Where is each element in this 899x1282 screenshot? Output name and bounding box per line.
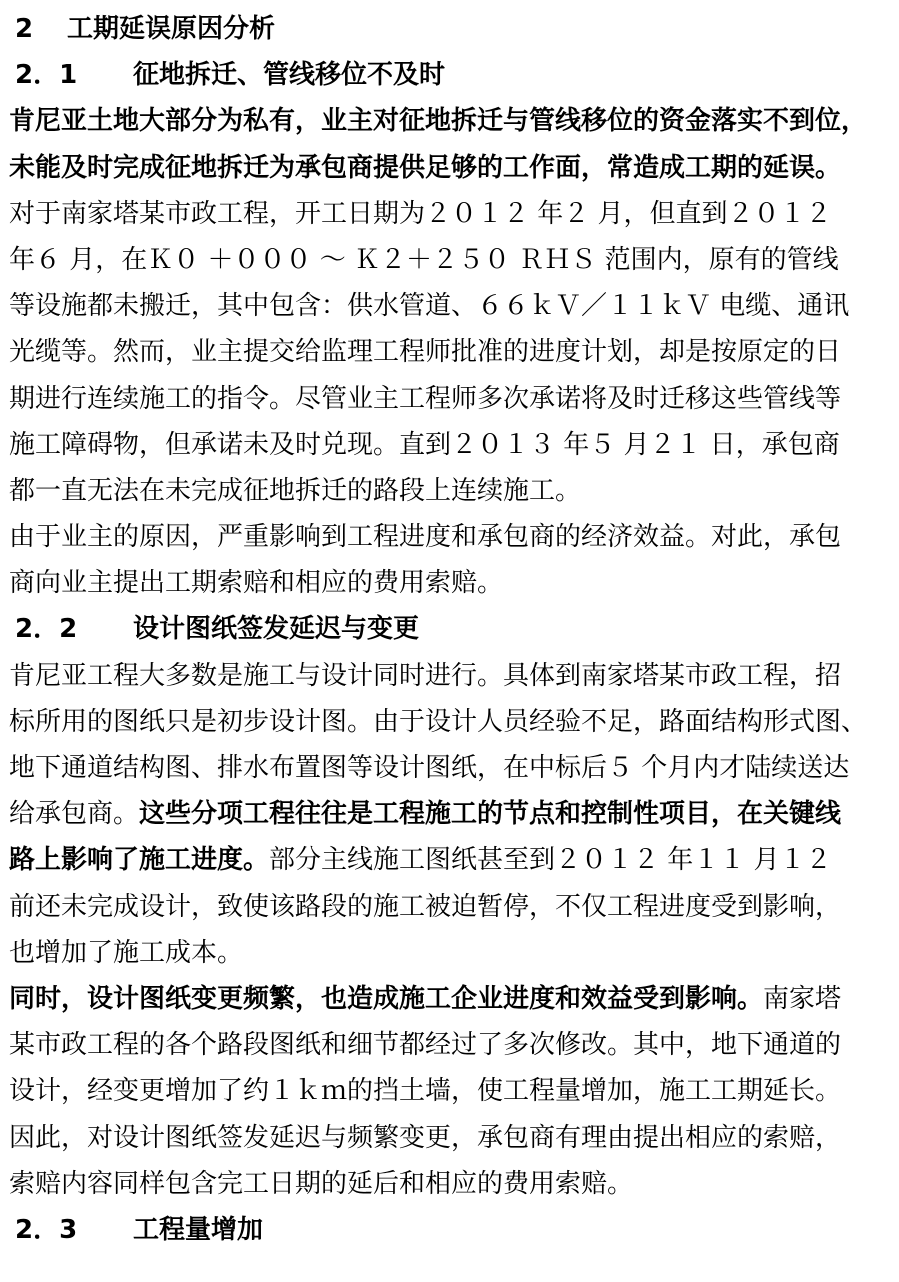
paragraph-line: 肯尼亚土地大部分为私有，业主对征地拆迁与管线移位的资金落实不到位，: [9, 106, 868, 137]
paragraph-line: 等设施都未搬迁，其中包含：供水管道、６６ｋＶ／１１ｋＶ 电缆、通讯: [9, 291, 850, 322]
subsection-heading-2-3: [9, 1207, 899, 1253]
paragraph-line: [9, 976, 899, 1022]
subsection-number: 2．2: [15, 614, 78, 645]
paragraph-line: 商向业主提出工期索赔和相应的费用索赔。: [9, 568, 504, 599]
bold-text: 这些分项工程往往是工程施工的节点和控制性项目，在关键线: [139, 799, 842, 830]
paragraph-line: 由于业主的原因，严重影响到工程进度和承包商的经济效益。对此，承包: [9, 522, 842, 553]
paragraph-line: 期进行连续施工的指令。尽管业主工程师多次承诺将及时迁移这些管线等: [9, 383, 842, 414]
normal-text: 南家塔: [763, 983, 842, 1014]
paragraph-line: 都一直无法在未完成征地拆迁的路段上连续施工。: [9, 475, 582, 506]
paragraph-line: [9, 837, 899, 883]
paragraph-line: 也增加了施工成本。: [9, 937, 244, 968]
paragraph-line: 设计，经变更增加了约１ｋｍ的挡土墙，使工程量增加，施工工期延长。: [9, 1076, 842, 1107]
section-number: 2: [15, 14, 34, 44]
document-page: [0, 6, 899, 1282]
paragraph-line: 地下通道结构图、排水布置图等设计图纸，在中标后５ 个月内才陆续送达: [9, 753, 850, 783]
subsection-heading-2-1: [9, 52, 899, 98]
normal-text: 给承包商。: [9, 799, 140, 830]
paragraph-line: 前还未完成设计，致使该路段的施工被迫暂停，不仅工程进度受到影响，: [9, 891, 842, 922]
subsection-number: 2．1: [15, 60, 78, 91]
paragraph-line: 施工障碍物，但承诺未及时兑现。直到２０１３ 年５ 月２１ 日，承包商: [9, 429, 840, 460]
paragraph-line: 因此，对设计图纸签发延迟与频繁变更，承包商有理由提出相应的索赔，: [9, 1122, 842, 1153]
paragraph-line: 肯尼亚工程大多数是施工与设计同时进行。具体到南家塔某市政工程，招: [9, 660, 842, 691]
paragraph-line: 某市政工程的各个路段图纸和细节都经过了多次修改。其中，地下通道的: [9, 1030, 842, 1061]
subsection-heading-2-2: [9, 606, 899, 652]
paragraph-line: 未能及时完成征地拆迁为承包商提供足够的工作面，常造成工期的延误。: [9, 152, 842, 183]
subsection-title: 工程量增加: [133, 1214, 264, 1245]
normal-text: 部分主线施工图纸甚至到２０１２ 年１１ 月１２: [269, 845, 832, 876]
bold-text: 同时，设计图纸变更频繁，也造成施工企业进度和效益受到影响。: [9, 983, 764, 1014]
subsection-title: 设计图纸签发延迟与变更: [133, 614, 420, 645]
paragraph-line: 索赔内容同样包含完工日期的延后和相应的费用索赔。: [9, 1168, 634, 1199]
paragraph-line: [9, 791, 899, 837]
section-heading-2: [9, 6, 899, 52]
subsection-number: 2．3: [15, 1214, 78, 1245]
paragraph-line: 年６ 月，在Ｋ０ ＋０００ ～ Ｋ２＋２５０ ＲＨＳ 范围内，原有的管线: [9, 244, 839, 275]
section-title: 工期延误原因分析: [67, 14, 276, 44]
bold-text: 路上影响了施工进度。: [9, 845, 270, 876]
subsection-title: 征地拆迁、管线移位不及时: [133, 60, 446, 91]
paragraph-line: 光缆等。然而，业主提交给监理工程师批准的进度计划，却是按原定的日: [9, 337, 842, 368]
paragraph-line: 标所用的图纸只是初步设计图。由于设计人员经验不足，路面结构形式图、: [9, 706, 868, 737]
paragraph-line: 对于南家塔某市政工程，开工日期为２０１２ 年２ 月，但直到２０１２: [9, 198, 832, 229]
